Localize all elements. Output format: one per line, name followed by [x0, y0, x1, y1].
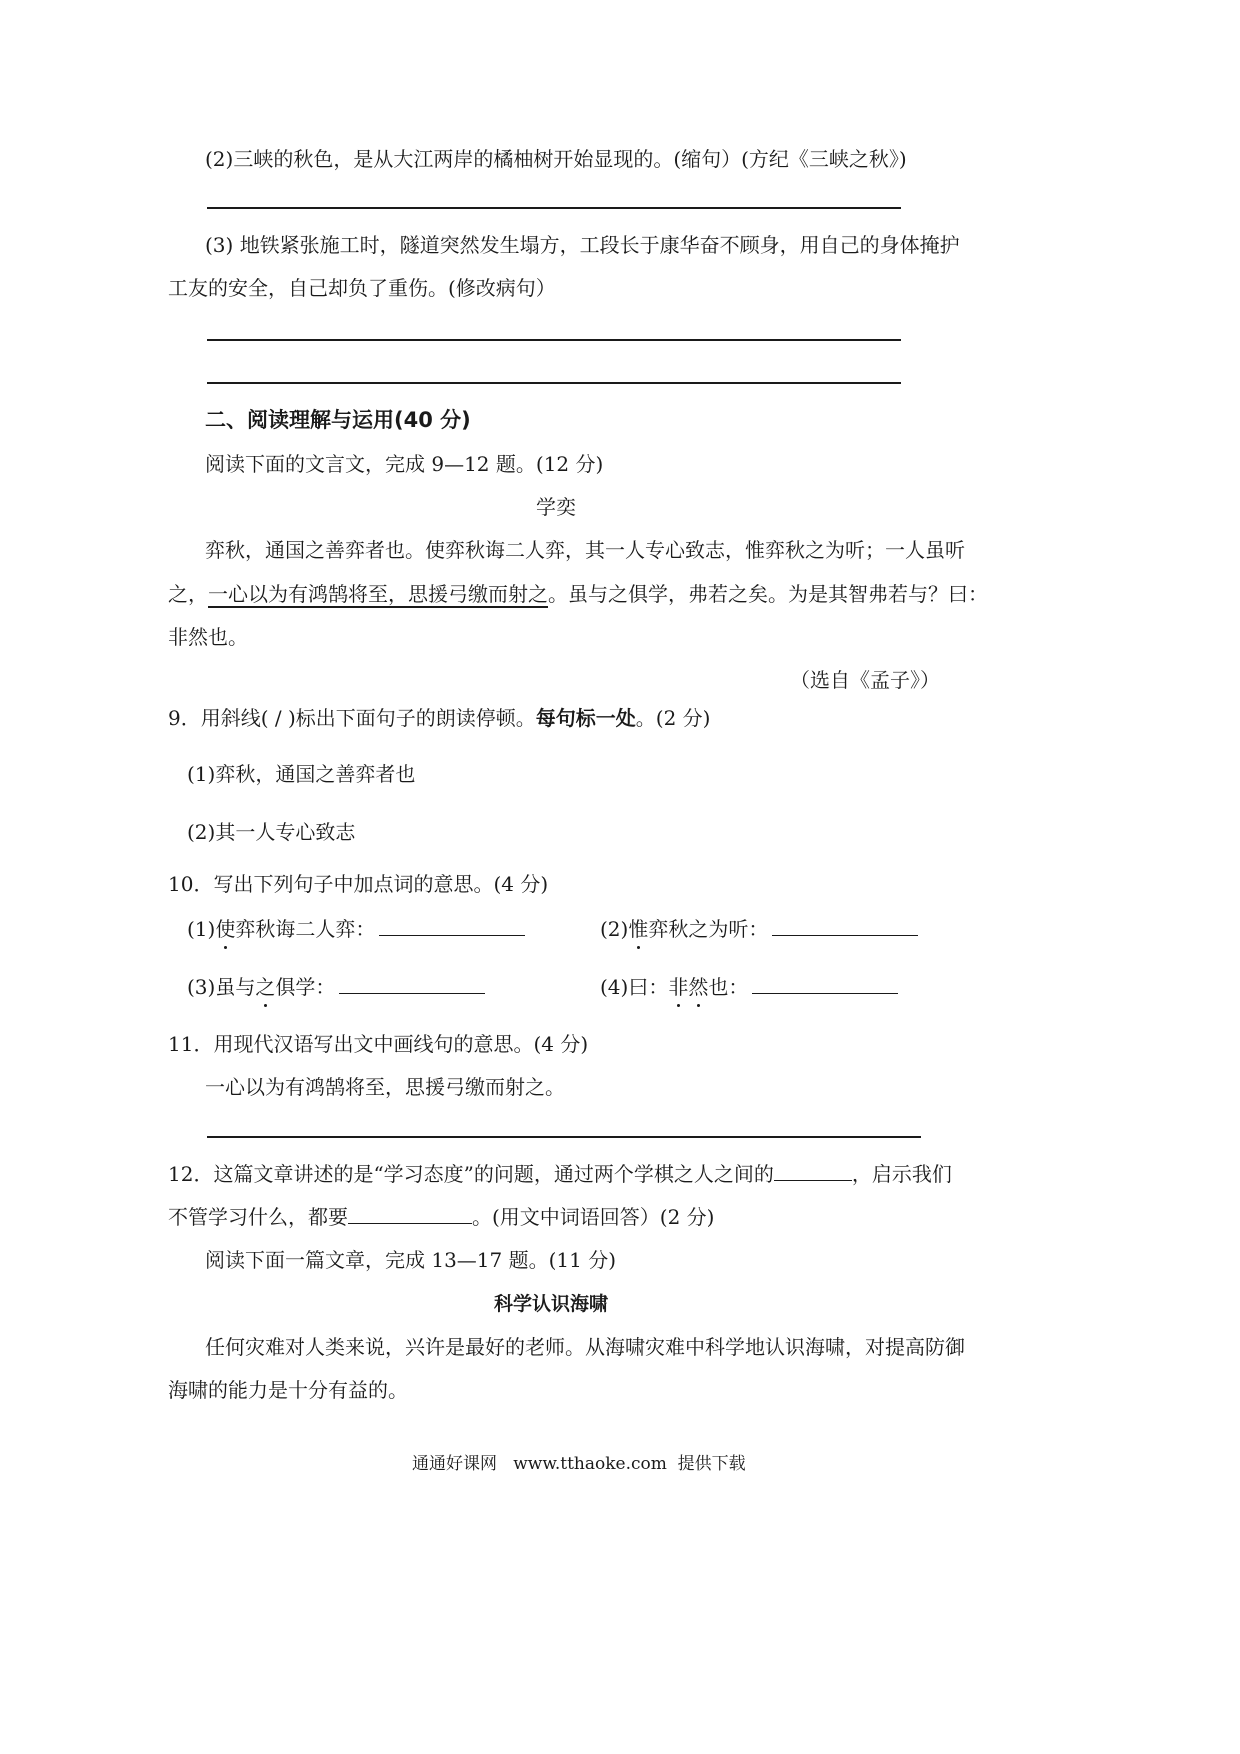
q10-text: (3)虽与: [187, 975, 256, 999]
q12-line2: [168, 1203, 715, 1231]
q12-text: 12．这篇文章讲述的是“学习态度”的问题，通过两个学棋之人之间的: [168, 1162, 774, 1186]
q10-text: (4)曰：: [600, 975, 669, 999]
passage-line-2: [168, 580, 988, 608]
q10-text: (1): [187, 917, 216, 941]
q9-score: 。(2 分): [635, 706, 711, 730]
passage2-line-2: 海啸的能力是十分有益的。: [168, 1378, 408, 1402]
q12-text: ，启示我们: [851, 1162, 952, 1186]
dotted-word: 然: [688, 975, 709, 999]
q10-text: 俱学：: [275, 975, 336, 999]
passage2-line-1: 任何灾难对人类来说，兴许是最好的老师。从海啸灾难中科学地认识海啸，对提高防御: [205, 1335, 965, 1359]
section-heading: 二、阅读理解与运用(40 分): [205, 408, 471, 432]
passage-title-xueyi: 学奕: [536, 495, 576, 519]
q10-item2: [600, 915, 918, 943]
q10-text: 也：: [708, 975, 749, 999]
q12-text: 。(用文中词语回答）(2 分): [472, 1205, 715, 1229]
answer-blank[interactable]: [348, 1203, 472, 1224]
dotted-word: 使: [215, 917, 236, 941]
q9-item1: (1)弈秋，通国之善弈者也: [187, 762, 416, 786]
q11-stem: 11．用现代汉语写出文中画线句的意思。(4 分): [168, 1032, 589, 1056]
q10-text: 弈秋之为听：: [648, 917, 769, 941]
q9-emphasis: 每句标一处: [535, 706, 636, 730]
reading-intro-2: 阅读下面一篇文章，完成 13—17 题。(11 分): [205, 1248, 617, 1272]
dotted-word: 非: [668, 975, 689, 999]
q8-item3-line2: 工友的安全，自己却负了重伤。(修改病句）: [168, 276, 556, 300]
reading-intro-1: 阅读下面的文言文，完成 9—12 题。(12 分): [205, 452, 604, 476]
answer-blank[interactable]: [752, 973, 898, 994]
q10-item3: [187, 973, 485, 1001]
passage-line-1: 弈秋，通国之善弈者也。使弈秋诲二人弈，其一人专心致志，惟弈秋之为听；一人虽听: [205, 538, 965, 562]
q10-item4: [600, 973, 898, 1001]
q12-line1: [168, 1160, 952, 1188]
passage-title-tsunami: 科学认识海啸: [494, 1293, 609, 1315]
answer-blank[interactable]: [774, 1160, 852, 1181]
q11-sentence: 一心以为有鸿鹄将至，思援弓缴而射之。: [205, 1075, 565, 1099]
answer-line[interactable]: [207, 1136, 921, 1138]
answer-blank[interactable]: [379, 915, 525, 936]
passage-text: 。虽与之俱学，弗若之矣。为是其智弗若与？曰：: [548, 582, 988, 606]
dotted-word: 之: [255, 975, 276, 999]
q8-item2: (2)三峡的秋色，是从大江两岸的橘柚树开始显现的。(缩句）(方纪《三峡之秋》): [205, 147, 907, 171]
q8-item3-line1: (3) 地铁紧张施工时，隧道突然发生塌方，工段长于康华奋不顾身，用自己的身体掩护: [205, 233, 960, 257]
q9-stem: [168, 704, 710, 732]
answer-blank[interactable]: [339, 973, 485, 994]
underlined-sentence: 一心以为有鸿鹄将至，思援弓缴而射之: [208, 582, 548, 606]
passage-line-3: 非然也。: [168, 625, 248, 649]
q10-text: 弈秋诲二人弈：: [235, 917, 376, 941]
answer-line[interactable]: [207, 339, 901, 341]
passage-source: （选自《孟子》）: [790, 668, 940, 692]
answer-blank[interactable]: [772, 915, 918, 936]
q12-text: 不管学习什么，都要: [168, 1205, 348, 1229]
answer-line[interactable]: [207, 382, 901, 384]
dotted-word: 惟: [628, 917, 649, 941]
q10-stem: 10．写出下列句子中加点词的意思。(4 分): [168, 872, 549, 896]
q10-item1: [187, 915, 525, 943]
q9-stem-text: 9．用斜线( / )标出下面句子的朗读停顿。: [168, 706, 536, 730]
passage-text: 之，: [168, 582, 208, 606]
q10-text: (2): [600, 917, 629, 941]
q9-item2: (2)其一人专心致志: [187, 820, 356, 844]
page-footer: 通通好课网 www.tthaoke.com 提供下载: [412, 1454, 746, 1474]
answer-line[interactable]: [207, 207, 901, 209]
